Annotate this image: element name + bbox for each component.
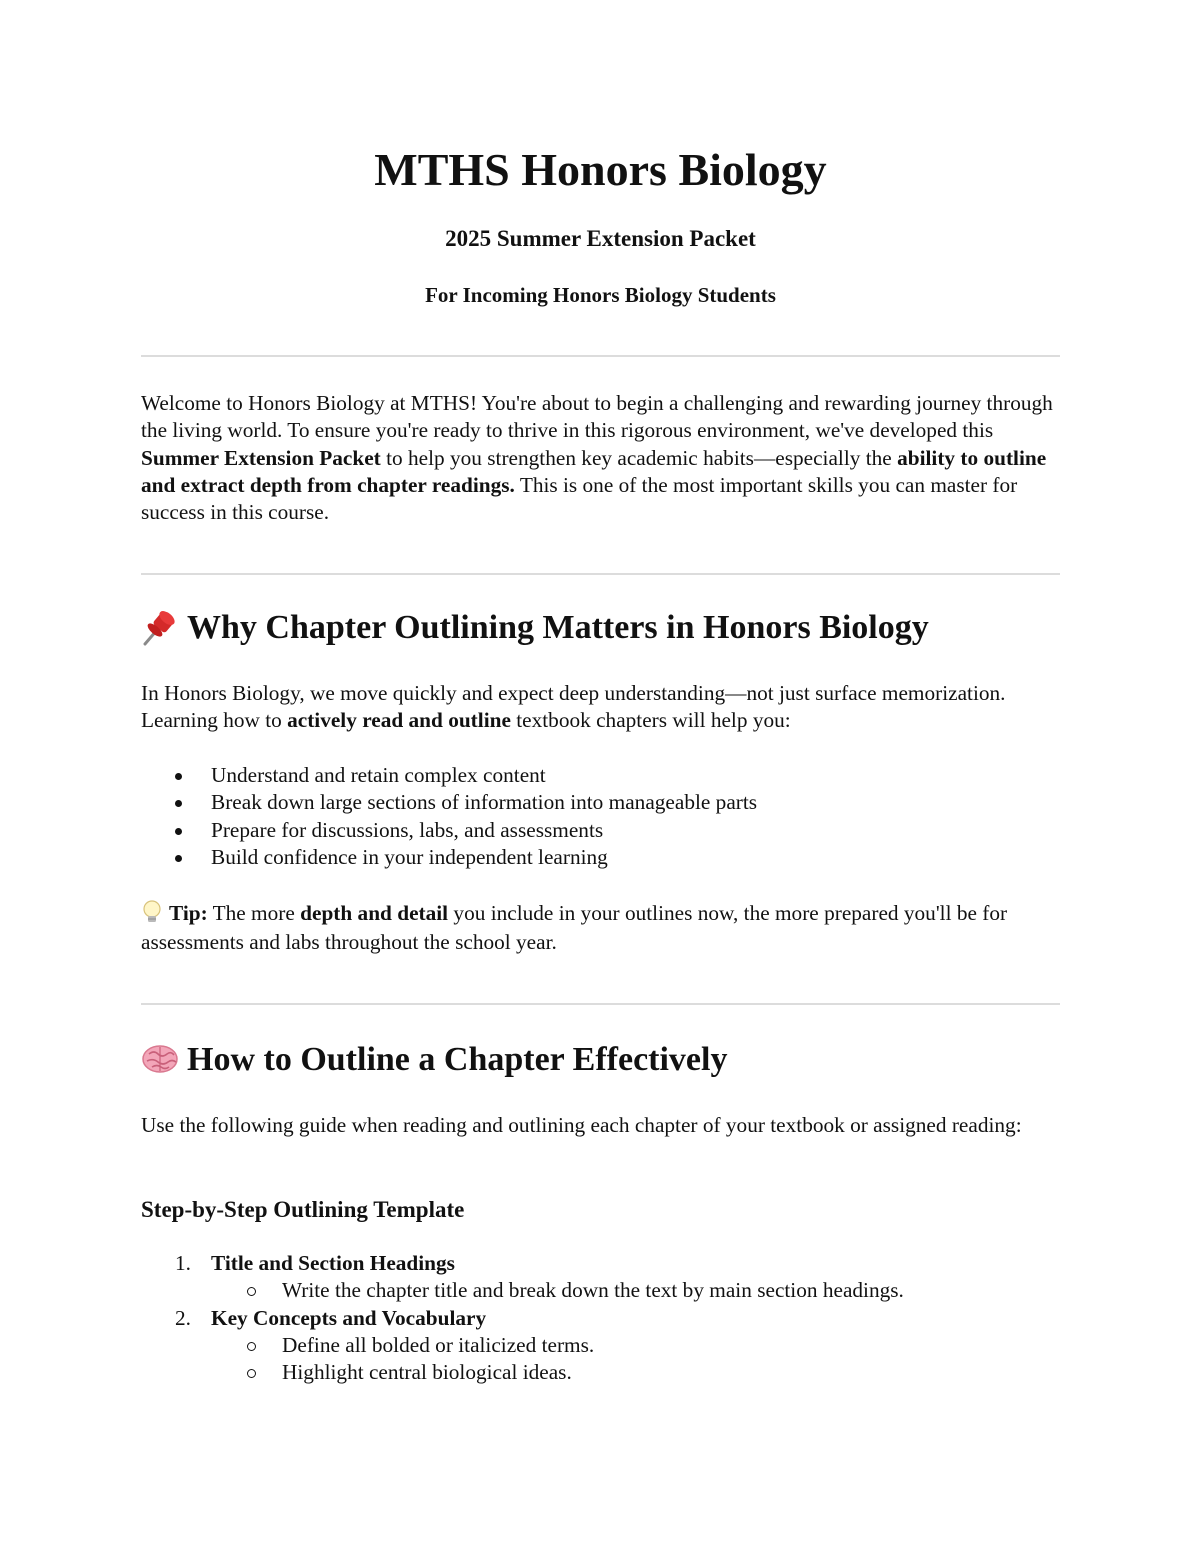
document-subtitle: 2025 Summer Extension Packet [445,226,756,251]
list-item: Understand and retain complex content [141,762,1060,789]
why-paragraph: In Honors Biology, we move quickly and expect deep understanding—not just surface memorization. Learning how to actively read and outline textbook chapters will help you: [141,681,1006,733]
audience-line: For Incoming Honors Biology Students [425,283,776,307]
sub-item: Define all bolded or italicized terms. [211,1332,1060,1359]
how-intro-paragraph: Use the following guide when reading and outlining each chapter of your textbook or assigned reading: [141,1113,1022,1137]
steps-list [141,1250,1060,1386]
tip-paragraph: Tip: The more depth and detail you include in your outlines now, the more prepared you'll be for assessments and labs throughout the school year. [141,901,1008,954]
brain-icon [141,1042,181,1078]
sub-item: Highlight central biological ideas. [211,1359,1060,1386]
list-item: Break down large sections of information into manageable parts [141,789,1060,816]
sub-item: Write the chapter title and break down the text by main section headings. [211,1277,1060,1304]
intro-paragraph: Welcome to Honors Biology at MTHS! You're about to begin a challenging and rewarding journey through the living world. To ensure you're ready to thrive in this rigorous environment, we've developed this Summer Extension Packet to help you strengthen key academic habits—especially the ability to outline and extract depth from chapter readings. This is one of the most important skills you can master for success in this course. [141,391,1053,525]
step-item: 1. Title and Section Headings Write the chapter title and break down the text by main section headings. [141,1250,1060,1305]
divider [141,355,1060,357]
pushpin-icon [141,610,181,646]
benefits-list [141,762,1060,871]
step-item: 2. Key Concepts and Vocabulary Define all bolded or italicized terms. Highlight central biological ideas. [141,1305,1060,1387]
list-item: Build confidence in your independent learning [141,844,1060,871]
how-section-heading: How to Outline a Chapter Effectively [141,1038,1060,1082]
divider [141,1003,1060,1005]
why-section-heading: Why Chapter Outlining Matters in Honors Biology [141,606,1060,650]
template-heading: Step-by-Step Outlining Template [141,1197,465,1222]
divider [141,573,1060,575]
list-item: Prepare for discussions, labs, and assessments [141,817,1060,844]
document-title: MTHS Honors Biology [374,144,827,195]
lightbulb-icon [141,899,163,925]
